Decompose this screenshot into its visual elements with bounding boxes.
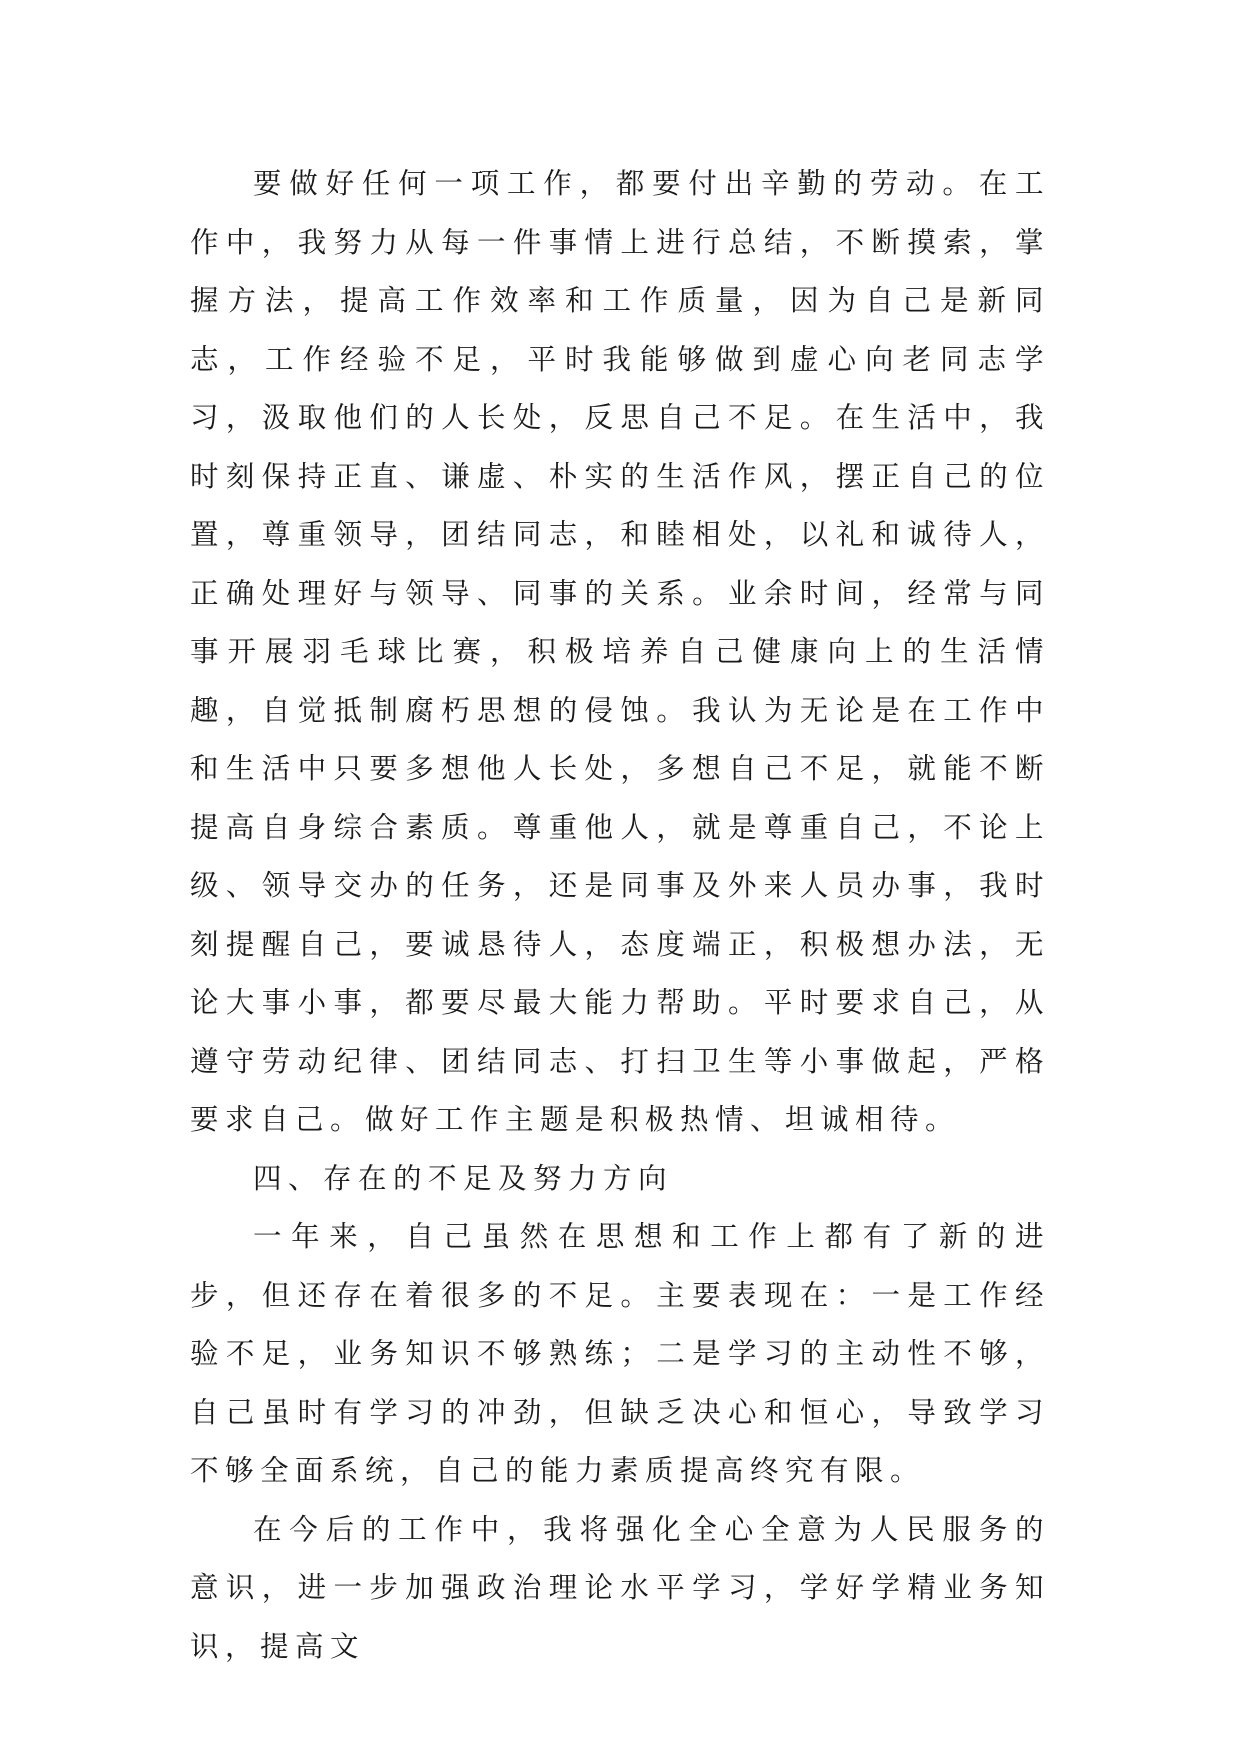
paragraph-future-work: 在今后的工作中，我将强化全心全意为人民服务的意识，进一步加强政治理论水平学习，学好学精业务知识，提高文: [190, 1512, 1050, 1663]
paragraph-work-attitude: 要做好任何一项工作，都要付出辛勤的劳动。在工作中，我努力从每一件事情上进行总结，不断摸索，掌握方法，提高工作效率和工作质量，因为自己是新同志，工作经验不足，平时我能够做到虚心向老同志学习，汲取他们的人长处，反思自己不足。在生活中，我时刻保持正直、谦虚、朴实的生活作风，摆正自己的位置，尊重领导，团结同志，和睦相处，以礼和诚待人，正确处理好与领导、同事的关系。业余时间，经常与同事开展羽毛球比赛，积极培养自己健康向上的生活情趣，自觉抵制腐朽思想的侵蚀。我认为无论是在工作中和生活中只要多想他人长处，多想自己不足，就能不断提高自身综合素质。尊重他人，就是尊重自己，不论上级、领导交办的任务，还是同事及外来人员办事，我时刻提醒自己，要诚恳待人，态度端正，积极想办法，无论大事小事，都要尽最大能力帮助。平时要求自己，从遵守劳动纪律、团结同志、打扫卫生等小事做起，严格要求自己。做好工作主题是积极热情、坦诚相待。: [190, 167, 1050, 1136]
document-body: [190, 155, 1050, 1676]
section-heading-shortcomings: 四、存在的不足及努力方向: [253, 1161, 674, 1195]
paragraph-shortcomings: 一年来，自己虽然在思想和工作上都有了新的进步，但还存在着很多的不足。主要表现在：一是工作经验不足，业务知识不够熟练；二是学习的主动性不够，自己虽时有学习的冲劲，但缺乏决心和恒心，导致学习不够全面系统，自己的能力素质提高终究有限。: [190, 1220, 1050, 1487]
